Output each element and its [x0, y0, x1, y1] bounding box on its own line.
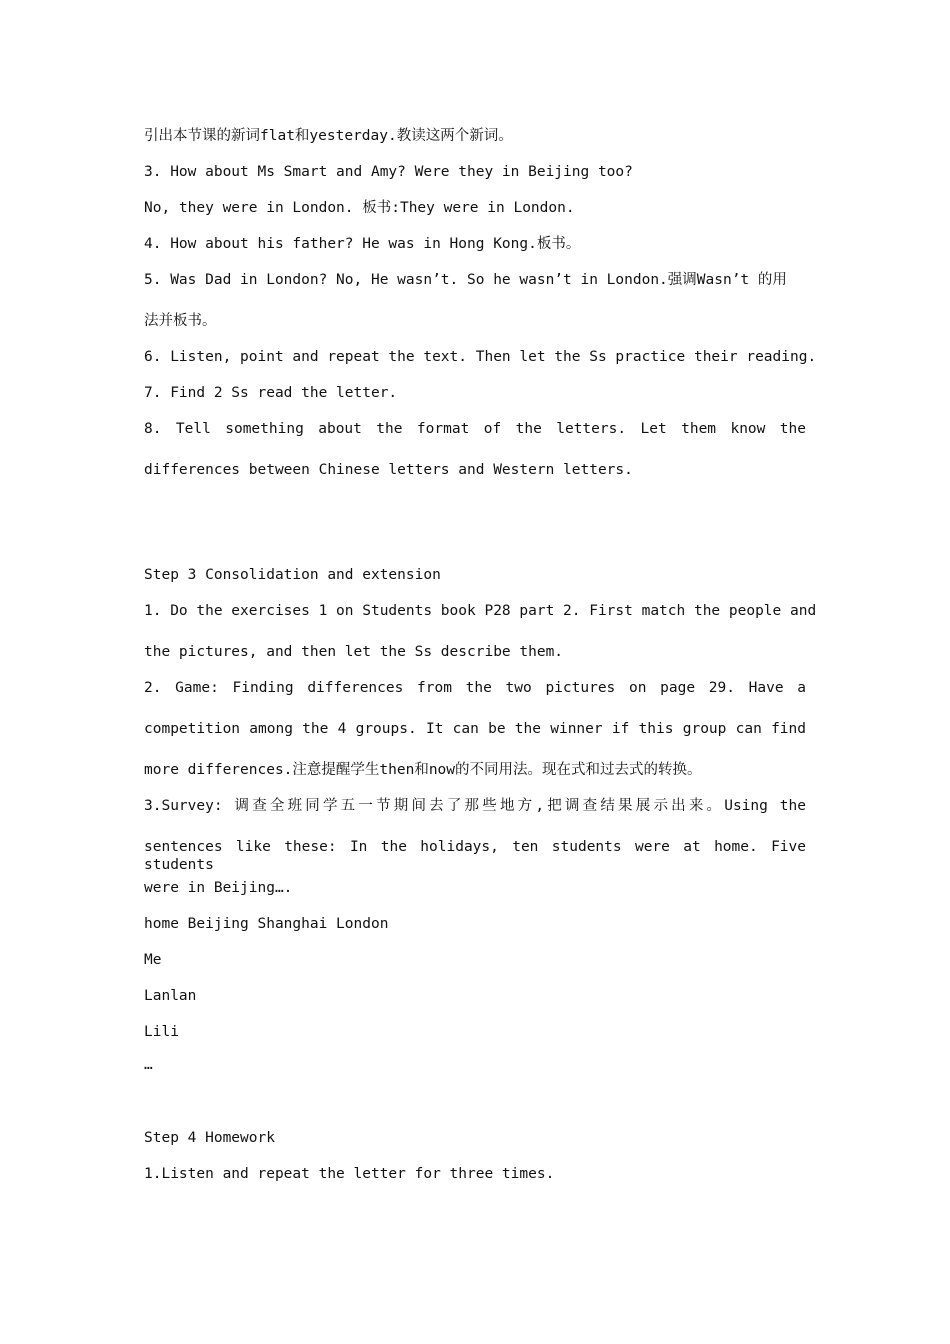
survey-row-lili: Lili	[144, 1024, 179, 1040]
text-line-step2-item4: 4. How about his father? He was in Hong Kong.板书。	[144, 236, 581, 252]
text-line-step2-item3: 3. How about Ms Smart and Amy? Were they in Beijing too?	[144, 164, 633, 180]
text-line-step3-item2: 2. Game: Finding differences from the two pictures on page 29. Have a	[144, 680, 806, 696]
text-line-step2-item8-cont: differences between Chinese letters and Western letters.	[144, 462, 633, 478]
text-line-step3-item2-cont2: more differences.注意提醒学生then和now的不同用法。现在式和过去式的转换。	[144, 762, 702, 778]
survey-row-lanlan: Lanlan	[144, 988, 197, 1004]
text-line-step3-item2-cont1: competition among the 4 groups. It can be the winner if this group can find	[144, 721, 806, 737]
text-line-step2-item8: 8. Tell something about the format of the letters. Let them know the	[144, 421, 806, 437]
text-line-step2-item7: 7. Find 2 Ss read the letter.	[144, 385, 398, 401]
text-line-step3-item1: 1. Do the exercises 1 on Students book P28 part 2. First match the people and	[144, 603, 817, 619]
text-line-step3-item3: 3.Survey: 调查全班同学五一节期间去了那些地方,把调查结果展示出来。Using the	[144, 798, 806, 814]
text-line-step3-item3-cont1: sentences like these: In the holidays, ten students were at home. Five students	[144, 839, 806, 873]
text-line-step2-item5-cont: 法并板书。	[144, 313, 217, 329]
text-line-step2-item6: 6. Listen, point and repeat the text. Then let the Ss practice their reading.	[144, 349, 817, 365]
text-line-new-words: 引出本节课的新词flat和yesterday.教读这两个新词。	[144, 128, 513, 144]
survey-table-header: home Beijing Shanghai London	[144, 916, 389, 932]
step4-heading: Step 4 Homework	[144, 1130, 275, 1146]
text-line-step4-item1: 1.Listen and repeat the letter for three times.	[144, 1166, 555, 1182]
text-line-step2-item5: 5. Was Dad in London? No, He wasn’t. So he wasn’t in London.强调Wasn’t 的用	[144, 272, 787, 288]
text-line-step3-item1-cont: the pictures, and then let the Ss describe them.	[144, 644, 564, 660]
text-line-step2-item3-answer: No, they were in London. 板书:They were in London.	[144, 200, 575, 216]
survey-row-ellipsis: …	[144, 1057, 153, 1073]
survey-row-me: Me	[144, 952, 162, 968]
text-line-step3-item3-cont2: were in Beijing….	[144, 880, 293, 896]
step3-heading: Step 3 Consolidation and extension	[144, 567, 441, 583]
